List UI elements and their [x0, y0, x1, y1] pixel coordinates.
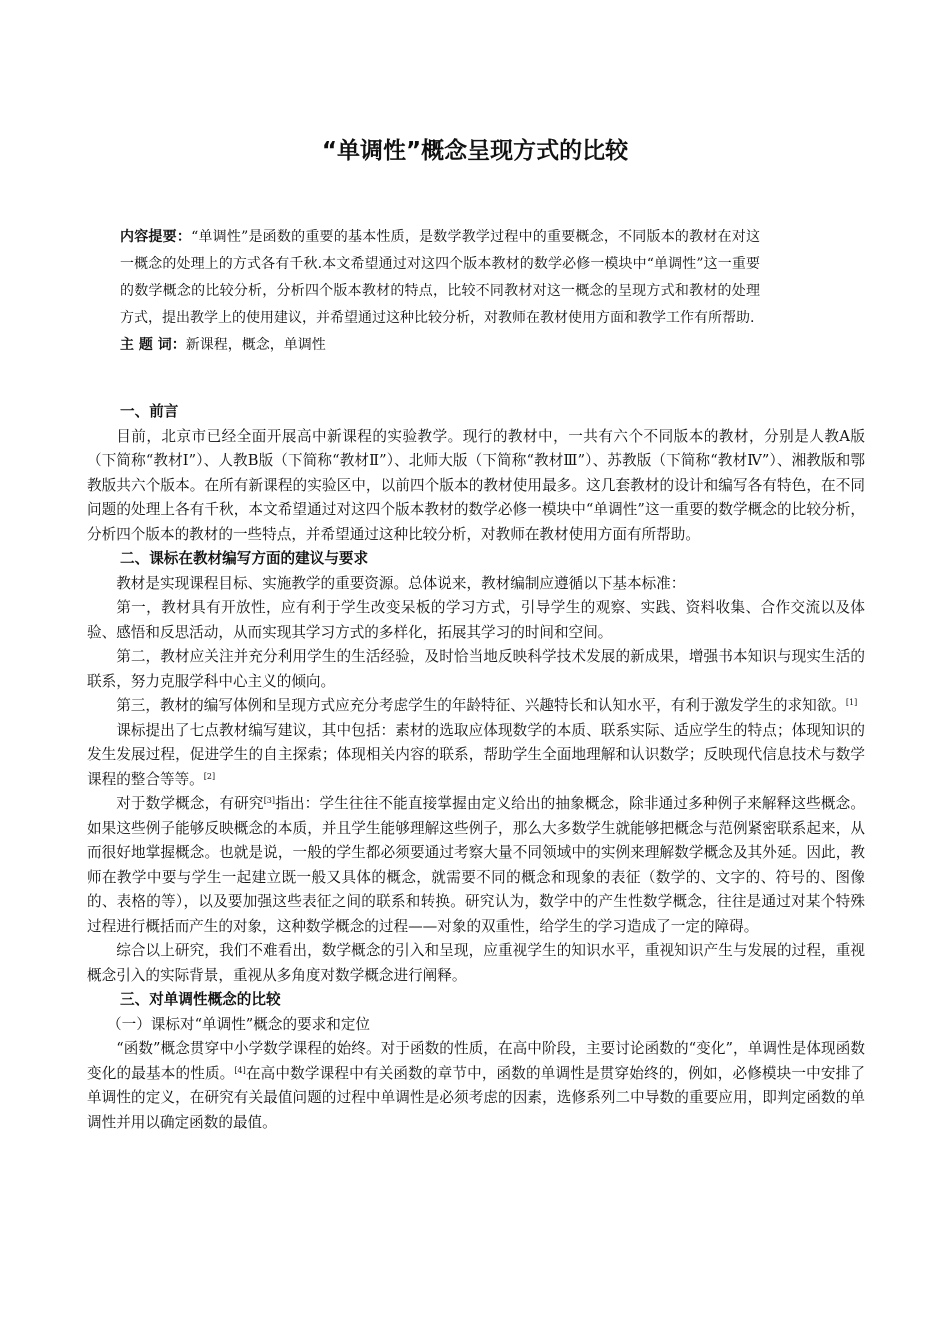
paragraph: 目前，北京市已经全面开展高中新课程的实验教学。现行的教材中，一共有六个不同版本的教材，分别是人教A版（下简称“教材Ⅰ”）、人教B版（下简称“教材Ⅱ”）、北师大版（下简称“教材Ⅲ”）、苏教版（下简称“教材Ⅳ”）、湘教版和鄂教版共六个版本。在所有新课程的实验区中，以前四个版本的教材使用最多。这几套教材的设计和编写各有特色，在不同问题的处理上各有千秋，本文希望通过对这四个版本教材的数学必修一模块中“单调性”这一重要的数学概念的比较分析，分析四个版本的教材的一些特点，并希望通过这种比较分析，对教师在教材使用方面有所帮助。 [87, 427, 865, 543]
paragraph-text: 指出：学生往往不能直接掌握由定义给出的抽象概念，除非通过多种例子来解释这些概念。如果这些例子能够反映概念的本质，并且学生能够理解这些例子，那么大多数学生就能够把概念与范例紧密联系起来，从而很好地掌握概念。也就是说，一般的学生都必须要通过考察大量不同领域中的实例来理解数学概念及其外延。因此，教师在教学中要与学生一起建立既一般又具体的概念，就需要不同的概念和现象的表征（数学的、文字的、符号的、图像的、表格的等），以及要加强这些表征之间的联系和转换。研究认为，数学中的产生性数学概念，往往是通过对某个特殊过程进行概括而产生的对象，这种数学概念的过程——对象的双重性，给学生的学习造成了一定的障碍。 [87, 795, 865, 935]
paragraph: 第二，教材应关注并充分利用学生的生活经验，及时恰当地反映科学技术发展的新成果，增强书本知识与现实生活的联系，努力克服学科中心主义的倾向。 [87, 648, 865, 690]
keywords-line [120, 332, 760, 359]
section-heading-1: 一、前言 [120, 403, 179, 420]
section-heading-2: 二、课标在教材编写方面的建议与要求 [120, 550, 369, 567]
keywords: 新课程，概念，单调性 [185, 337, 326, 353]
paragraph [87, 1037, 865, 1135]
subsection-heading: （一）课标对“单调性”概念的要求和定位 [107, 1015, 371, 1033]
abstract-text-block [120, 224, 760, 332]
abstract-text: “单调性”是函数的重要的基本性质，是数学教学过程中的重要概念，不同版本的教材在对这一概念的处理上的方式各有千秋.本文希望通过对这四个版本教材的数学必修一模块中“单调性”这一重要的数学概念的比较分析，分析四个版本教材的特点，比较不同教材对这一概念的呈现方式和教材的处理方式，提出教学上的使用建议，并希望通过这种比较分析，对教师在教材使用方面和教学工作有所帮助. [120, 229, 761, 326]
citation-ref: [1] [845, 698, 858, 707]
paragraph: 综合以上研究，我们不难看出，数学概念的引入和呈现，应重视学生的知识水平，重视知识产生与发展的过程，重视概念引入的实际背景，重视从多角度对数学概念进行阐释。 [87, 942, 865, 984]
abstract-label: 内容提要： [120, 229, 192, 245]
paragraph: 第一，教材具有开放性，应有利于学生改变呆板的学习方式，引导学生的观察、实践、资料收集、合作交流以及体验、感悟和反思活动，从而实现其学习方式的多样化，拓展其学习的时间和空间。 [87, 599, 865, 641]
paragraph [87, 792, 865, 939]
paragraph-text: 第三，教材的编写体例和呈现方式应充分考虑学生的年龄特征、兴趣特长和认知水平，有利于激发学生的求知欲。 [116, 697, 846, 714]
abstract [120, 224, 760, 359]
citation-ref: [4] [234, 1065, 246, 1075]
paragraph [87, 719, 865, 793]
citation-ref: [3] [263, 796, 276, 805]
page-title: “单调性”概念呈现方式的比较 [321, 138, 629, 164]
paragraph-text: 课标提出了七点教材编写建议，其中包括：素材的选取应体现数学的本质、联系实际、适应学生的特点；体现知识的发生发展过程，促进学生的自主探索；体现相关内容的联系，帮助学生全面地理解和认识数学；反映现代信息技术与数学课程的整合等等。 [87, 721, 865, 788]
article-body [87, 400, 865, 1135]
paragraph-text: 对于数学概念，有研究 [116, 795, 264, 812]
paragraph-text: 在高中数学课程中有关函数的章节中，函数的单调性是贯穿始终的，例如，必修模块一中安排了单调性的定义，在研究有关最值问题的过程中单调性是必须考虑的因素，选修系列二中导数的重要应用，即判定函数的单调性并用以确定函数的最值。 [87, 1064, 865, 1131]
paragraph [87, 694, 865, 719]
section-heading-3: 三、对单调性概念的比较 [120, 991, 281, 1008]
keywords-label: 主 题 词： [120, 337, 186, 353]
paragraph-text: “函数”概念贯穿中小学数学课程的始终。对于函数的性质，在高中阶段，主要讨论函数的“变化”，单调性是体现函数变化的最基本的性质。 [87, 1040, 865, 1082]
paragraph: 教材是实现课程目标、实施教学的重要资源。总体说来，教材编制应遵循以下基本标准： [116, 574, 686, 592]
citation-ref: [2] [203, 771, 216, 781]
